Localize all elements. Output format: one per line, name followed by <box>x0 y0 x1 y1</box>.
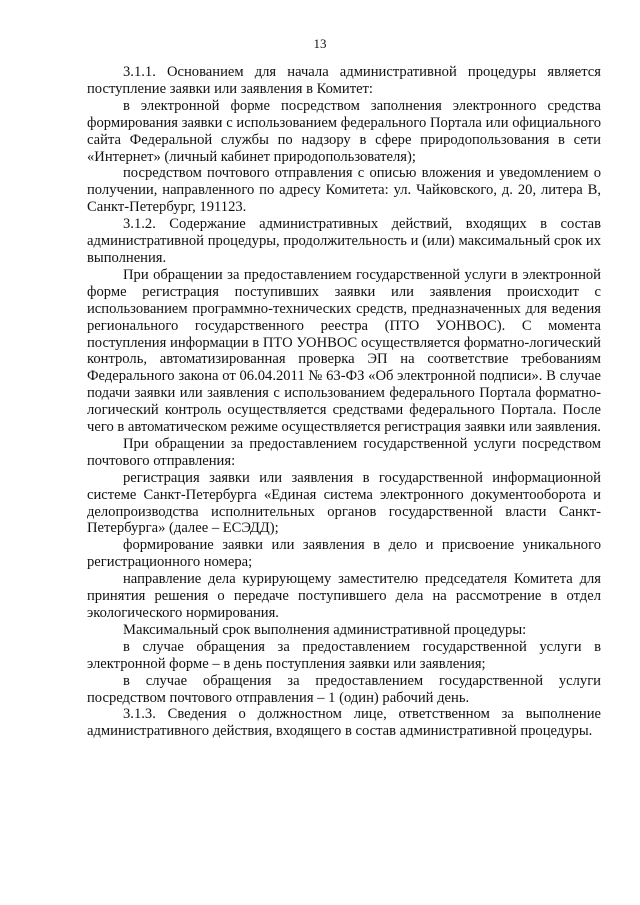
paragraph-electronic-registration: При обращении за предоставлением государственной услуги в электронной форме регистрация поступивших заявки или заявления происходит с использованием программно-технических средств, предназначенных для ведения регионального государственного реестра (ПТО УОНВОС). С момента поступления информации в ПТО УОНВОС осуществляется форматно-логический контроль, автоматизированная проверка ЭП на соответствие требованиям Федерального закона от 06.04.2011 № 63-ФЗ «Об электронной подписи». В случае подачи заявки или заявления с использованием федерального Портала форматно-логический контроль осуществляется средствами федерального Портала. После чего в автоматическом режиме осуществляется регистрация заявки или заявления. <box>87 266 601 436</box>
paragraph-3-1-3: 3.1.3. Сведения о должностном лице, ответственном за выполнение административного действия, входящего в состав административной процедуры. <box>87 706 601 740</box>
paragraph-term-postal: в случае обращения за предоставлением государственной услуги посредством почтового отправления – 1 (один) рабочий день. <box>87 672 601 706</box>
paragraph-case-direction: направление дела курирующему заместителю председателя Комитета для принятия решения о передаче поступившего дела на рассмотрение в отдел экологического нормирования. <box>87 571 601 621</box>
paragraph-postal-intro: При обращении за предоставлением государственной услуги посредством почтового отправления: <box>87 435 601 469</box>
paragraph-term-electronic: в случае обращения за предоставлением государственной услуги в электронной форме – в день поступления заявки или заявления; <box>87 638 601 672</box>
paragraph-max-term: Максимальный срок выполнения административной процедуры: <box>123 621 527 638</box>
document-body <box>87 64 601 740</box>
paragraph-case-forming: формирование заявки или заявления в дело и присвоение уникального регистрационного номера; <box>87 537 601 571</box>
paragraph-3-1-2: 3.1.2. Содержание административных действий, входящих в состав административной процедуры, продолжительность и (или) максимальный срок их выполнения. <box>87 216 601 266</box>
paragraph-3-1-1: 3.1.1. Основанием для начала административной процедуры является поступление заявки или заявления в Комитет: <box>87 64 601 97</box>
paragraph-esedd-registration: регистрация заявки или заявления в государственной информационной системе Санкт-Петербурга «Единая система электронного документооборота и делопроизводства исполнительных органов государственной власти Санкт-Петербурга» (далее – ЕСЭДД); <box>87 469 601 537</box>
page-number: 13 <box>313 36 327 51</box>
paragraph-postal: посредством почтового отправления с описью вложения и уведомлением о получении, направленного по адресу Комитета: ул. Чайковского, д. 20, литера В, Санкт-Петербург, 191123. <box>87 165 601 216</box>
paragraph-electronic-form: в электронной форме посредством заполнения электронного средства формирования заявки с использованием федерального Портала или официального сайта Федеральной службы по надзору в сфере природопользования в сети «Интернет» (личный кабинет природопользователя); <box>87 97 601 165</box>
